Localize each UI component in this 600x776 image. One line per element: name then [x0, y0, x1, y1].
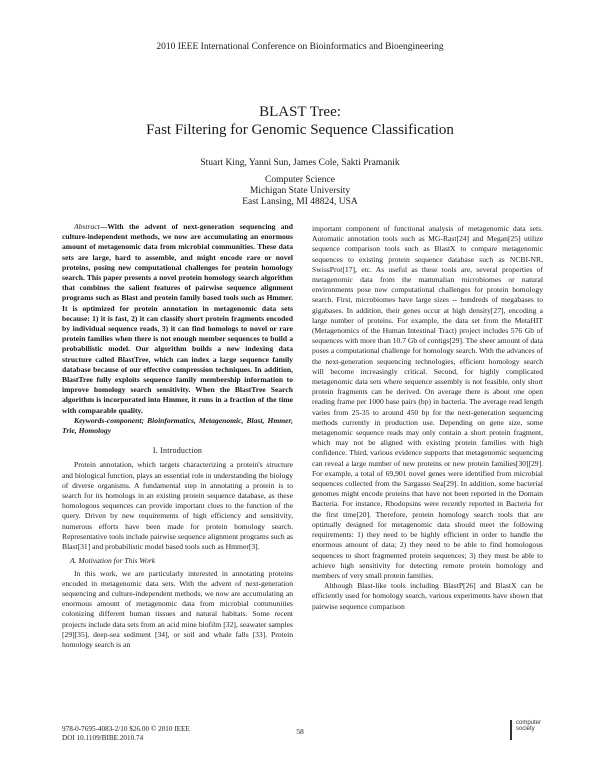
abstract-lead: Abstract [74, 222, 100, 231]
paper-title [0, 103, 600, 139]
footer-isbn: 978-0-7695-4083-2/10 $26.00 © 2010 IEEE [62, 725, 190, 733]
page-number: 58 [296, 727, 304, 736]
motivation-paragraph: In this work, we are particularly interested in annotating proteins encoded in metagenomic data sets. With the advent of next-generation sequencing and culture-independent methods, we now are accumulating an enormous amount of metagenomic data from microbial communities colonizing different human tissues and natural habitats. Some recent projects include data sets from an acid mine biofilm [32], seawater samples [29][35], deep-sea sediment [34], or soil and whale falls [33]. Protein homology search is an [62, 568, 293, 649]
logo-text-line-2: society [516, 726, 535, 732]
right-paragraph-2: Although Blast-like tools including BlastP[26] and BlastX can be efficiently used for homology search, various experiments have shown that pairwise sequence comparison [312, 581, 543, 611]
affiliation-university: Michigan State University [249, 186, 351, 196]
title-line-2: Fast Filtering for Genomic Sequence Classification [146, 122, 454, 138]
logo-mark-icon [510, 720, 512, 740]
right-column [312, 224, 543, 612]
footer-doi: DOI 10.1109/BIBE.2010.74 [62, 734, 144, 742]
author-block [0, 158, 600, 208]
abstract-text: —With the advent of next-generation sequencing and culture-independent methods, we now are accumulating an enormous amount of metagenomic data from microbial communities. These data sets are large, hard to assemble, and might encode rare or novel proteins, posing new computational challenges for protein homology search. This paper presents a novel protein homology search algorithm that combines the salient features of pairwise sequence alignment programs such as Blast and protein family based tools such as Hmmer. It is optimized for protein annotation in metagenomic data sets because: 1) it is fast, 2) it can classify short protein fragments encoded by individual sequence reads, 3) it can find homologs to novel or rare protein families when there is not enough member sequences to build a probabilistic model. Our algorithm builds a new indexing data structure called BlastTree, which can index a large sequence family database because of our effective compression techniques. In addition, BlastTree fully exploits sequence family membership information to improve homology search sensitivity. When the BlastTree Search algorithm is incorporated into Hmmer, it runs in a fraction of the time with comparable quality. [62, 222, 293, 415]
right-paragraph-1: important component of functional analysis of metagenomic data sets. Automatic annotation tools such as MG-Rast[24] and Megan[25] utilize sequence comparison tools such as BlastX to compare metagenomic sequences to existing protein sequence database such as NCBI-NR, SwissProt[17], etc. As useful as these tools are, several properties of metagenomic data from the mammalian microbiomes or natural environments pose new computational challenges for protein homology search. First, microbiomes have large sizes -- hundreds of megabases to gigabases. In addition, their genes occur at high density[27], encoding a large number of proteins. For example, the data set from the MetaHIT (Metagenomics of the Human Intestinal Tract) project includes 576 Gb of sequences with more than 10.7 Gb of contigs[29]. The sheer amount of data poses a computational challenge for homology search. With the advances of the next-generation sequencing technologies, efficient homology search will become increasingly critical. Second, for highly complicated metagenomic data sets where sequence assembly is not feasible, only short protein fragments can be derived. On average there is about one open reading frame per 1000 base pairs (bp) in bacteria. The average read length varies from 25-35 to around 450 bp for the next-generation sequencing methods currently in production use. Depending on gene size, some metagenomic sequence reads may only contain a short protein fragment, which may not be aligned with existing protein families with high confidence. Third, various evidence supports that metagenomic sequencing can reveal a large number of new proteins or new protein families[30][29]. For example, a total of 69,901 novel genes were identified from microbial sequences collected from the Sargasso Sea[29]. In addition, some bacterial genomes might encode proteins that have not been reported in the Domain Bacteria. For instance, Rhodopsins were recently reported in Bacteria for the first time[20]. Therefore, protein homology search tools that are optimally designed for metagenomic data should meet the following requirements: 1) they need to be highly efficient in order to handle the enormous amount of data; 2) they need to be able to find homologous sequences to short fragmented protein sequences; 3) they must be able to achieve high sensitivity for detecting remote protein homology and members of very small protein families. [312, 224, 543, 580]
section-heading-introduction: I. Introduction [152, 446, 203, 456]
keywords: Keywords-component; Bioinformatics, Metagenomic, Blast, Hmmer, Trie, Homology [62, 415, 293, 436]
title-line-1: BLAST Tree: [259, 104, 341, 120]
intro-paragraph: Protein annotation, which targets characterizing a protein's structure and biological function, plays an essential role in understanding the biology of diverse organisms. A fundamental step in annotating a protein is to search for its homologs in an existing protein sequence database, as these homologous sequences can provide important clues to the function of the query. Driven by new requirements of high efficiency and sensitivity, numerous efforts have been made for protein homology search. Representative tools include pairwise sequence alignment programs such as Blast[31] and probabilistic model based tools such as Hmmer[3]. [62, 460, 293, 552]
author-names: Stuart King, Yanni Sun, James Cole, Sakti Pramanik [200, 158, 400, 168]
subsection-heading-motivation: A. Motivation for This Work [70, 556, 156, 566]
conference-header: 2010 IEEE International Conference on Bioinformatics and Bioengineering [156, 42, 444, 52]
affiliation-location: East Lansing, MI 48824, USA [242, 197, 358, 207]
abstract [62, 222, 293, 416]
affiliation-department: Computer Science [265, 175, 335, 185]
logo-text-line-1: computer [516, 720, 542, 726]
left-column [62, 222, 293, 650]
computer-society-logo [508, 718, 550, 746]
